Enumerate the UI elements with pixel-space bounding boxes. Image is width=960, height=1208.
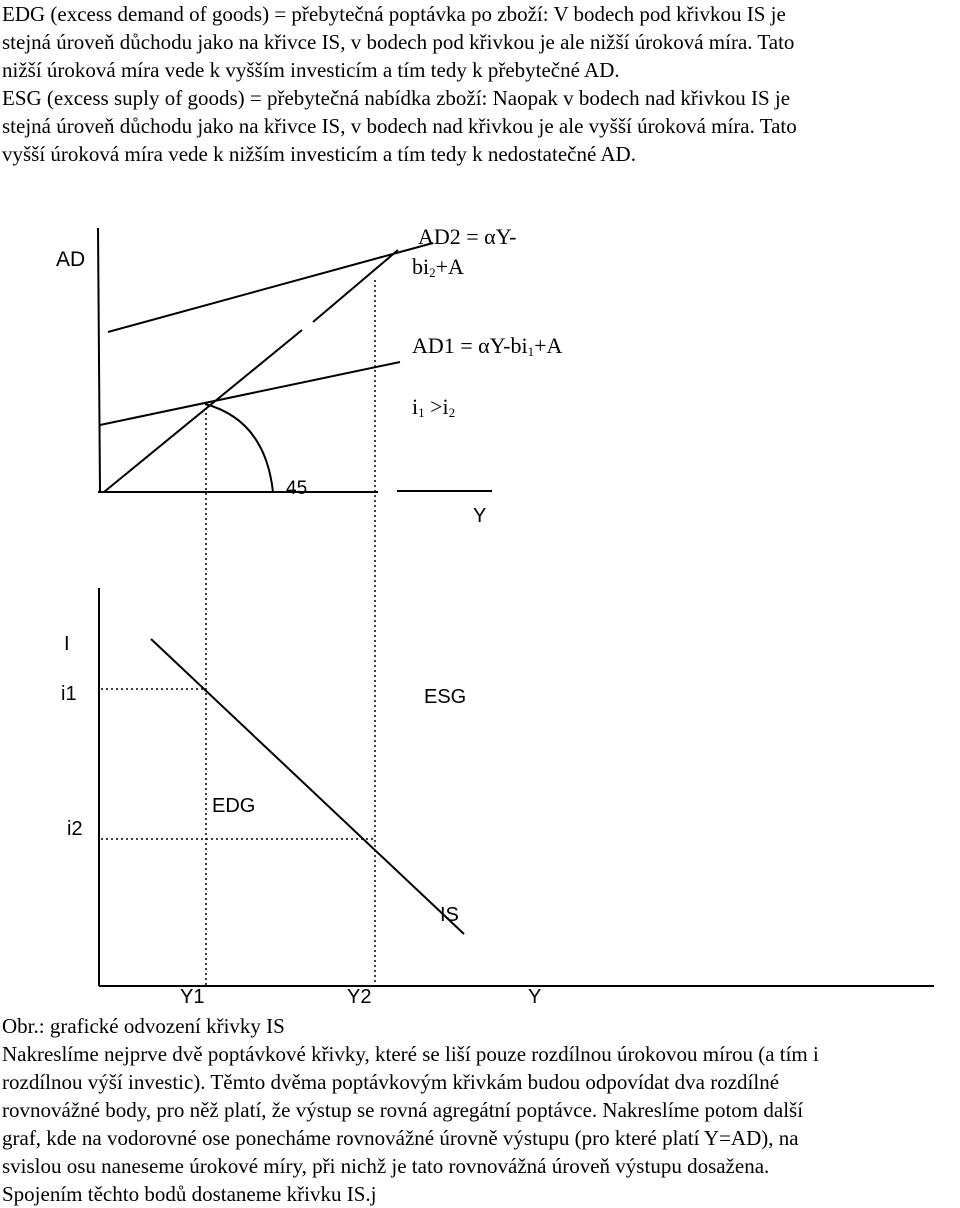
i1-label: i1 [61,683,77,705]
cond-i1-sub: 1 [418,405,425,420]
intro-line: ESG (excess suply of goods) = přebytečná nabídka zboží: Naopak v bodech nad křivkou IS je [2,86,791,110]
cond-i2-sub: 2 [448,405,456,420]
outro-line: svislou osu naneseme úrokové míry, při nichž je tato rovnovážná úroveň výstupu dosažena. [2,1154,770,1178]
i2-label: i2 [67,818,83,840]
outro-line: Nakreslíme nejprve dvě poptávkové křivky, které se liší pouze rozdílnou úrokovou mírou (a tím i [2,1042,819,1066]
outro-line: rovnovážné body, pro něž platí, že výstup se rovná agregátní poptávce. Nakreslíme potom další [2,1098,804,1122]
top-y-axis [98,228,100,492]
top-x-axis-label: Y [473,505,487,527]
bottom-y-axis-label: I [64,633,70,655]
interest-condition-label [412,394,455,420]
outro-paragraph [2,1012,958,1208]
intro-line: vyšší úroková míra vede k nižším investicím a tím tedy k nedostatečné AD. [2,142,636,166]
angle-45-label: 45 [286,478,308,499]
intro-line: EDG (excess demand of goods) = přebytečná poptávka po zboží: V bodech pod křivkou IS je [2,2,786,26]
cond-gt-i2: >i [424,394,449,419]
ad2-label-line2 [412,254,464,280]
caption-prefix: Obr. [2,1014,39,1038]
bottom-x-axis-label: Y [528,986,542,1008]
intro-line: nižší úroková míra vede k vyšším investicím a tím tedy k přebytečné AD. [2,58,620,82]
y1-label: Y1 [180,986,205,1008]
ad1-label-sub: 1 [527,344,535,359]
diagonal-45-line-upper [313,250,398,322]
edg-region-label: EDG [212,795,256,817]
angle-45-arc [205,404,273,492]
figure-caption [2,1012,958,1040]
outro-line: rozdílnou výší investic). Těmto dvěma poptávkovým křivkám budou odpovídat dva rozdílné [2,1070,780,1094]
outro-line: Spojením těchto bodů dostaneme křivku IS.j [2,1182,377,1206]
intro-line: stejná úroveň důchodu jako na křivce IS, v bodech pod křivkou je ale nižší úroková míra. Tato [2,30,795,54]
caption-text: : grafické odvození křivky IS [38,1014,285,1038]
cond-i1: i [412,394,419,419]
outro-line: graf, kde na vodorovné ose ponecháme rovnovážné úrovně výstupu (pro které platí Y=AD), na [2,1126,799,1150]
diagonal-45-line-lower [104,330,302,492]
ad1-label-post: +A [534,333,563,358]
ad1-label [412,333,562,359]
is-curve-label: IS [440,904,459,926]
ad1-label-pre: AD1 = αY-bi [412,333,528,358]
ad2-label-sub: 2 [429,265,436,280]
esg-region-label: ESG [424,686,467,708]
top-y-axis-label: AD [56,248,86,271]
intro-line: stejná úroveň důchodu jako na křivce IS, v bodech nad křivkou je ale vyšší úroková míra. Tato [2,114,797,138]
is-curve [151,639,467,934]
ad2-curve [108,243,433,332]
ad2-label-pre: bi [412,254,430,279]
ad2-label-line1: AD2 = αY- [418,224,517,249]
ad2-label-post: +A [435,254,464,279]
y2-label: Y2 [347,986,372,1008]
